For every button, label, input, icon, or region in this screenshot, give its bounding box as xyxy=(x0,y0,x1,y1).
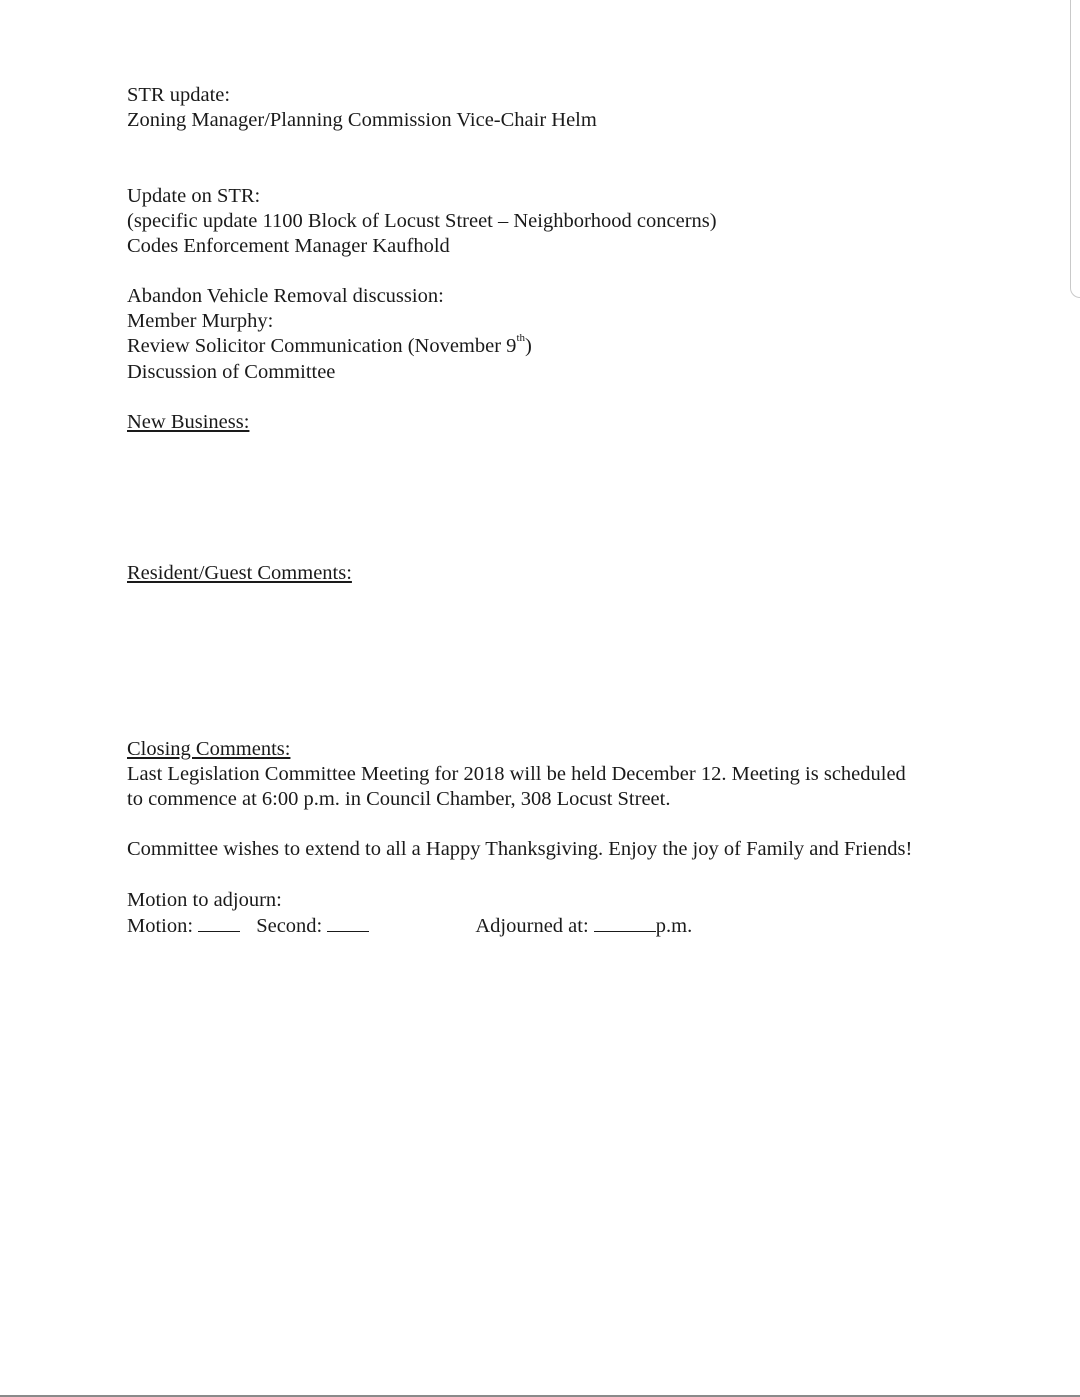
motion-blank xyxy=(198,913,240,932)
second-blank xyxy=(327,913,369,932)
page-scroll-edge xyxy=(1070,0,1080,298)
second-label: Second: xyxy=(256,915,323,937)
adjourned-label: Adjourned at: xyxy=(475,915,589,937)
motion-label: Motion: xyxy=(127,915,194,937)
str-update-heading: STR update: xyxy=(127,84,231,106)
closing-line-1: Last Legislation Committee Meeting for 2018 will be held December 12. Meeting is scheduled xyxy=(127,763,906,785)
review-close: ) xyxy=(525,335,532,357)
abandon-vehicle-heading: Abandon Vehicle Removal discussion: xyxy=(127,285,444,307)
abandon-vehicle-member: Member Murphy: xyxy=(127,310,274,332)
abandon-vehicle-review xyxy=(127,334,532,359)
adjourned-blank xyxy=(594,913,656,932)
closing-line-2: to commence at 6:00 p.m. in Council Chamber, 308 Locust Street. xyxy=(127,788,671,810)
abandon-vehicle-discussion: Discussion of Committee xyxy=(127,361,336,383)
update-on-str-presenter: Codes Enforcement Manager Kaufhold xyxy=(127,235,450,257)
thanksgiving-line: Committee wishes to extend to all a Happy Thanksgiving. Enjoy the joy of Family and Friends! xyxy=(127,838,913,860)
str-update-presenter: Zoning Manager/Planning Commission Vice-Chair Helm xyxy=(127,109,597,131)
review-superscript: th xyxy=(516,332,525,345)
closing-comments-heading: Closing Comments: xyxy=(127,738,291,760)
pm-label: p.m. xyxy=(655,915,693,937)
adjourn-row xyxy=(127,913,692,939)
resident-comments-heading: Resident/Guest Comments: xyxy=(127,562,352,584)
new-business-heading: New Business: xyxy=(127,411,250,433)
update-on-str-heading: Update on STR: xyxy=(127,185,261,207)
update-on-str-detail: (specific update 1100 Block of Locust Street – Neighborhood concerns) xyxy=(127,210,717,232)
review-text: Review Solicitor Communication (November 9 xyxy=(127,335,517,357)
motion-to-adjourn: Motion to adjourn: xyxy=(127,889,282,911)
